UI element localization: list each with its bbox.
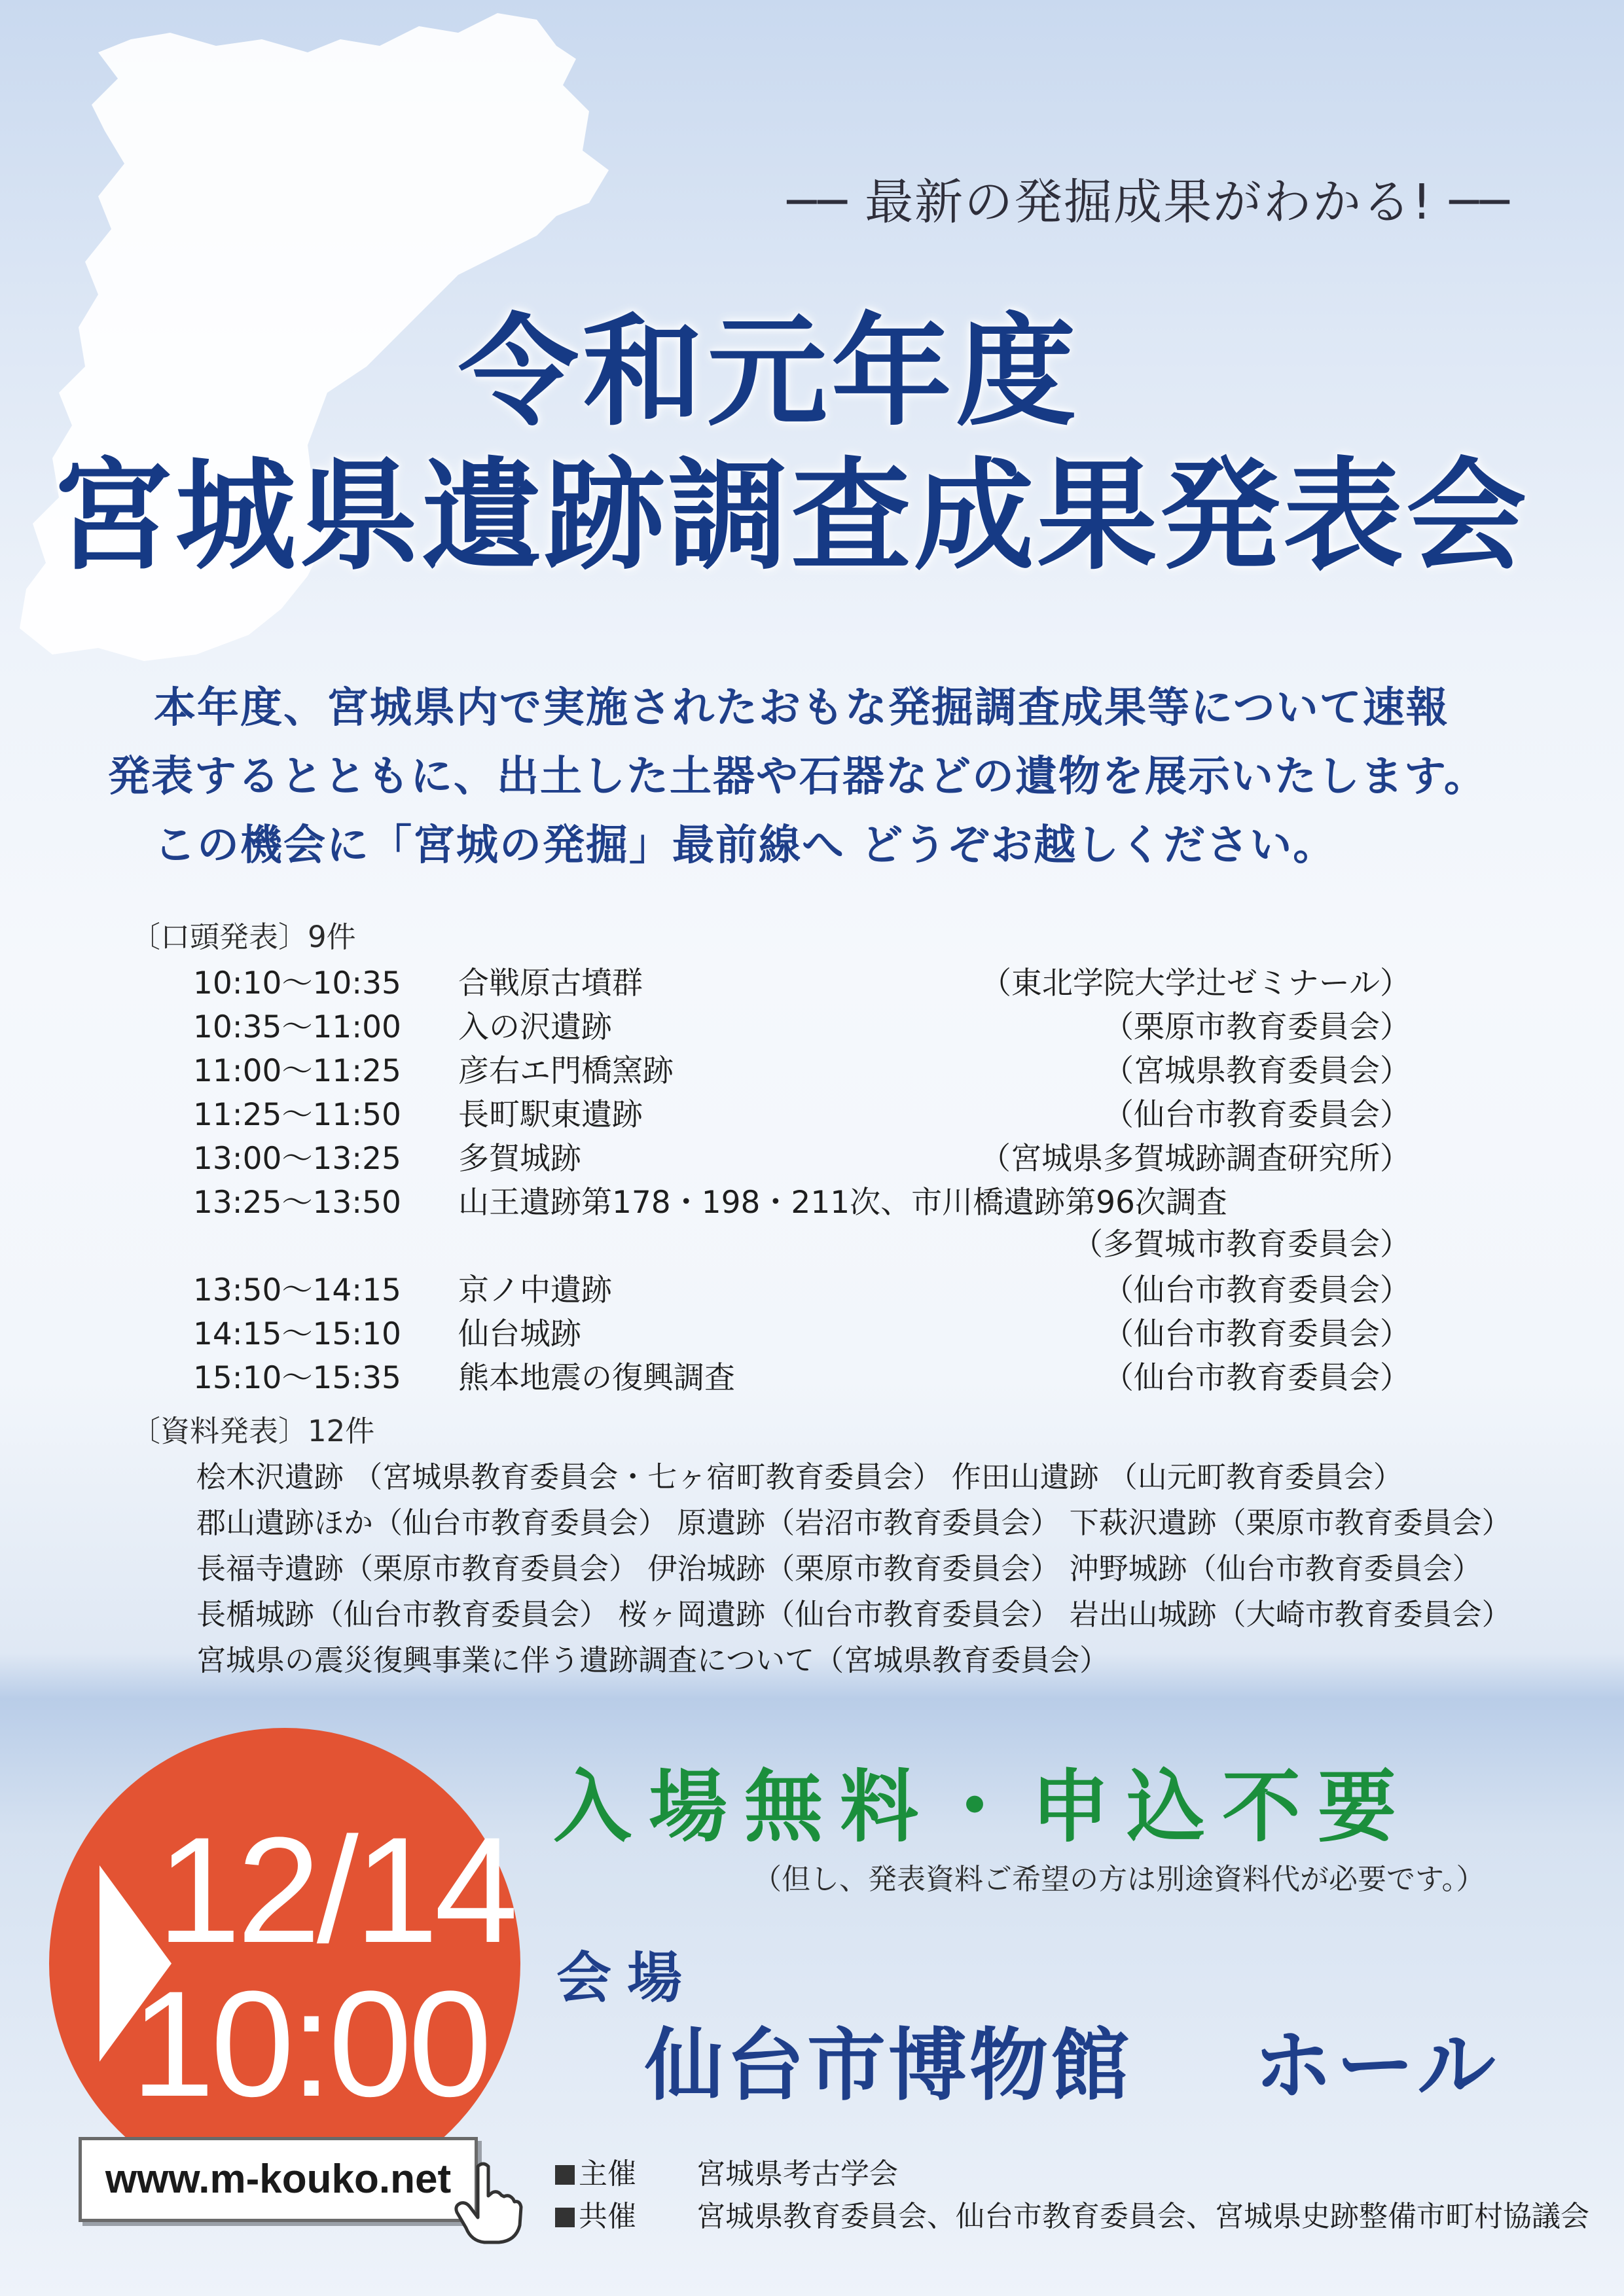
oral-time: 13:00〜13:25 — [193, 1141, 401, 1177]
oral-org: （仙台市教育委員会） — [1103, 1316, 1411, 1352]
oral-time: 10:10〜10:35 — [193, 965, 401, 1001]
oral-time: 14:15〜15:10 — [193, 1316, 401, 1352]
document-line: 桧木沢遺跡 （宮城県教育委員会・七ヶ宿町教育委員会） 作田山遺跡 （山元町教育委員会） — [196, 1460, 1403, 1494]
admission-free-heading: 入場無料・申込不要 — [553, 1762, 1413, 1853]
oral-org: （多賀城市教育委員会） — [1072, 1227, 1411, 1263]
intro-line-1: 本年度、宮城県内で実施されたおもな発掘調査成果等について速報 — [154, 684, 1449, 732]
venue-label: 会場 — [556, 1946, 698, 2010]
oral-section-label: 〔口頭発表〕9件 — [131, 920, 356, 954]
intro-line-3: この機会に「宮城の発掘」最前線へ どうぞお越しください。 — [154, 821, 1337, 870]
oral-site: 仙台城跡 — [458, 1316, 581, 1352]
tagline: ── 最新の発掘成果がわかる! ── — [787, 174, 1511, 230]
oral-site: 熊本地震の復興調査 — [458, 1360, 735, 1396]
event-date: 12/14 — [157, 1806, 514, 1974]
oral-site: 多賀城跡 — [458, 1141, 581, 1177]
host-label: 主催 — [579, 2157, 636, 2191]
oral-site: 長町駅東遺跡 — [458, 1097, 643, 1133]
oral-row — [193, 1003, 1411, 1045]
oral-row — [193, 1134, 1411, 1176]
oral-org: （宮城県教育委員会） — [1103, 1053, 1411, 1089]
bullet-square-icon — [555, 2165, 575, 2185]
oral-row — [193, 1354, 1411, 1395]
oral-row — [193, 1047, 1411, 1088]
host-name: 宮城県考古学会 — [696, 2157, 898, 2191]
oral-time: 15:10〜15:35 — [193, 1360, 401, 1396]
cohost-credit — [555, 2193, 1589, 2234]
oral-time: 11:25〜11:50 — [193, 1097, 401, 1133]
oral-row — [193, 1090, 1411, 1132]
intro-line-2: 発表するとともに、出土した土器や石器などの遺物を展示いたします。 — [108, 753, 1487, 801]
pointer-hand-icon — [452, 2160, 524, 2245]
document-line: 長福寺遺跡（栗原市教育委員会） 伊治城跡（栗原市教育委員会） 沖野城跡（仙台市教育委員会） — [196, 1551, 1482, 1586]
oral-row — [193, 1310, 1411, 1352]
cohost-label: 共催 — [579, 2200, 636, 2233]
oral-row — [193, 1178, 1411, 1263]
document-line: 長楯城跡（仙台市教育委員会） 桜ヶ岡遺跡（仙台市教育委員会） 岩出山城跡（大崎市教育委員会） — [196, 1597, 1511, 1632]
title-line-1: 令和元年度 — [458, 301, 1081, 442]
oral-org: （仙台市教育委員会） — [1103, 1272, 1411, 1308]
bullet-square-icon — [555, 2208, 575, 2227]
oral-site: 京ノ中遺跡 — [458, 1272, 612, 1308]
venue-hall: ホール — [1254, 2020, 1500, 2111]
oral-row — [193, 1266, 1411, 1308]
document-line: 宮城県の震災復興事業に伴う遺跡調査について（宮城県教育委員会） — [196, 1643, 1110, 1677]
oral-time: 13:50〜14:15 — [193, 1272, 401, 1308]
oral-site: 山王遺跡第178・198・211次、市川橋遺跡第96次調査 — [458, 1185, 1227, 1221]
event-time: 10:00 — [131, 1960, 488, 2128]
oral-site: 彦右エ門橋窯跡 — [458, 1053, 674, 1089]
oral-time: 10:35〜11:00 — [193, 1009, 401, 1045]
website-link[interactable]: www.m-kouko.net — [79, 2137, 478, 2222]
oral-time: 11:00〜11:25 — [193, 1053, 401, 1089]
oral-org: （栗原市教育委員会） — [1103, 1009, 1411, 1045]
oral-site: 合戦原古墳群 — [458, 965, 643, 1001]
oral-row — [193, 959, 1411, 1001]
documents-section-label: 〔資料発表〕12件 — [131, 1414, 375, 1448]
admission-note: （但し、発表資料ご希望の方は別途資料代が必要です。） — [753, 1863, 1485, 1896]
oral-org: （仙台市教育委員会） — [1103, 1360, 1411, 1396]
title-line-2: 宮城県遺跡調査成果発表会 — [52, 445, 1530, 586]
oral-org: （仙台市教育委員会） — [1103, 1097, 1411, 1133]
document-line: 郡山遺跡ほか（仙台市教育委員会） 原遺跡（岩沼市教育委員会） 下萩沢遺跡（栗原市教育委員会） — [196, 1505, 1511, 1540]
venue-name: 仙台市博物館 — [645, 2020, 1132, 2111]
oral-site: 入の沢遺跡 — [458, 1009, 612, 1045]
oral-org: （東北学院大学辻ゼミナール） — [980, 965, 1411, 1001]
oral-org: （宮城県多賀城跡調査研究所） — [980, 1141, 1411, 1177]
oral-time: 13:25〜13:50 — [193, 1185, 401, 1221]
host-credit — [555, 2150, 898, 2192]
cohost-names: 宮城県教育委員会、仙台市教育委員会、宮城県史跡整備市町村協議会 — [696, 2200, 1589, 2233]
